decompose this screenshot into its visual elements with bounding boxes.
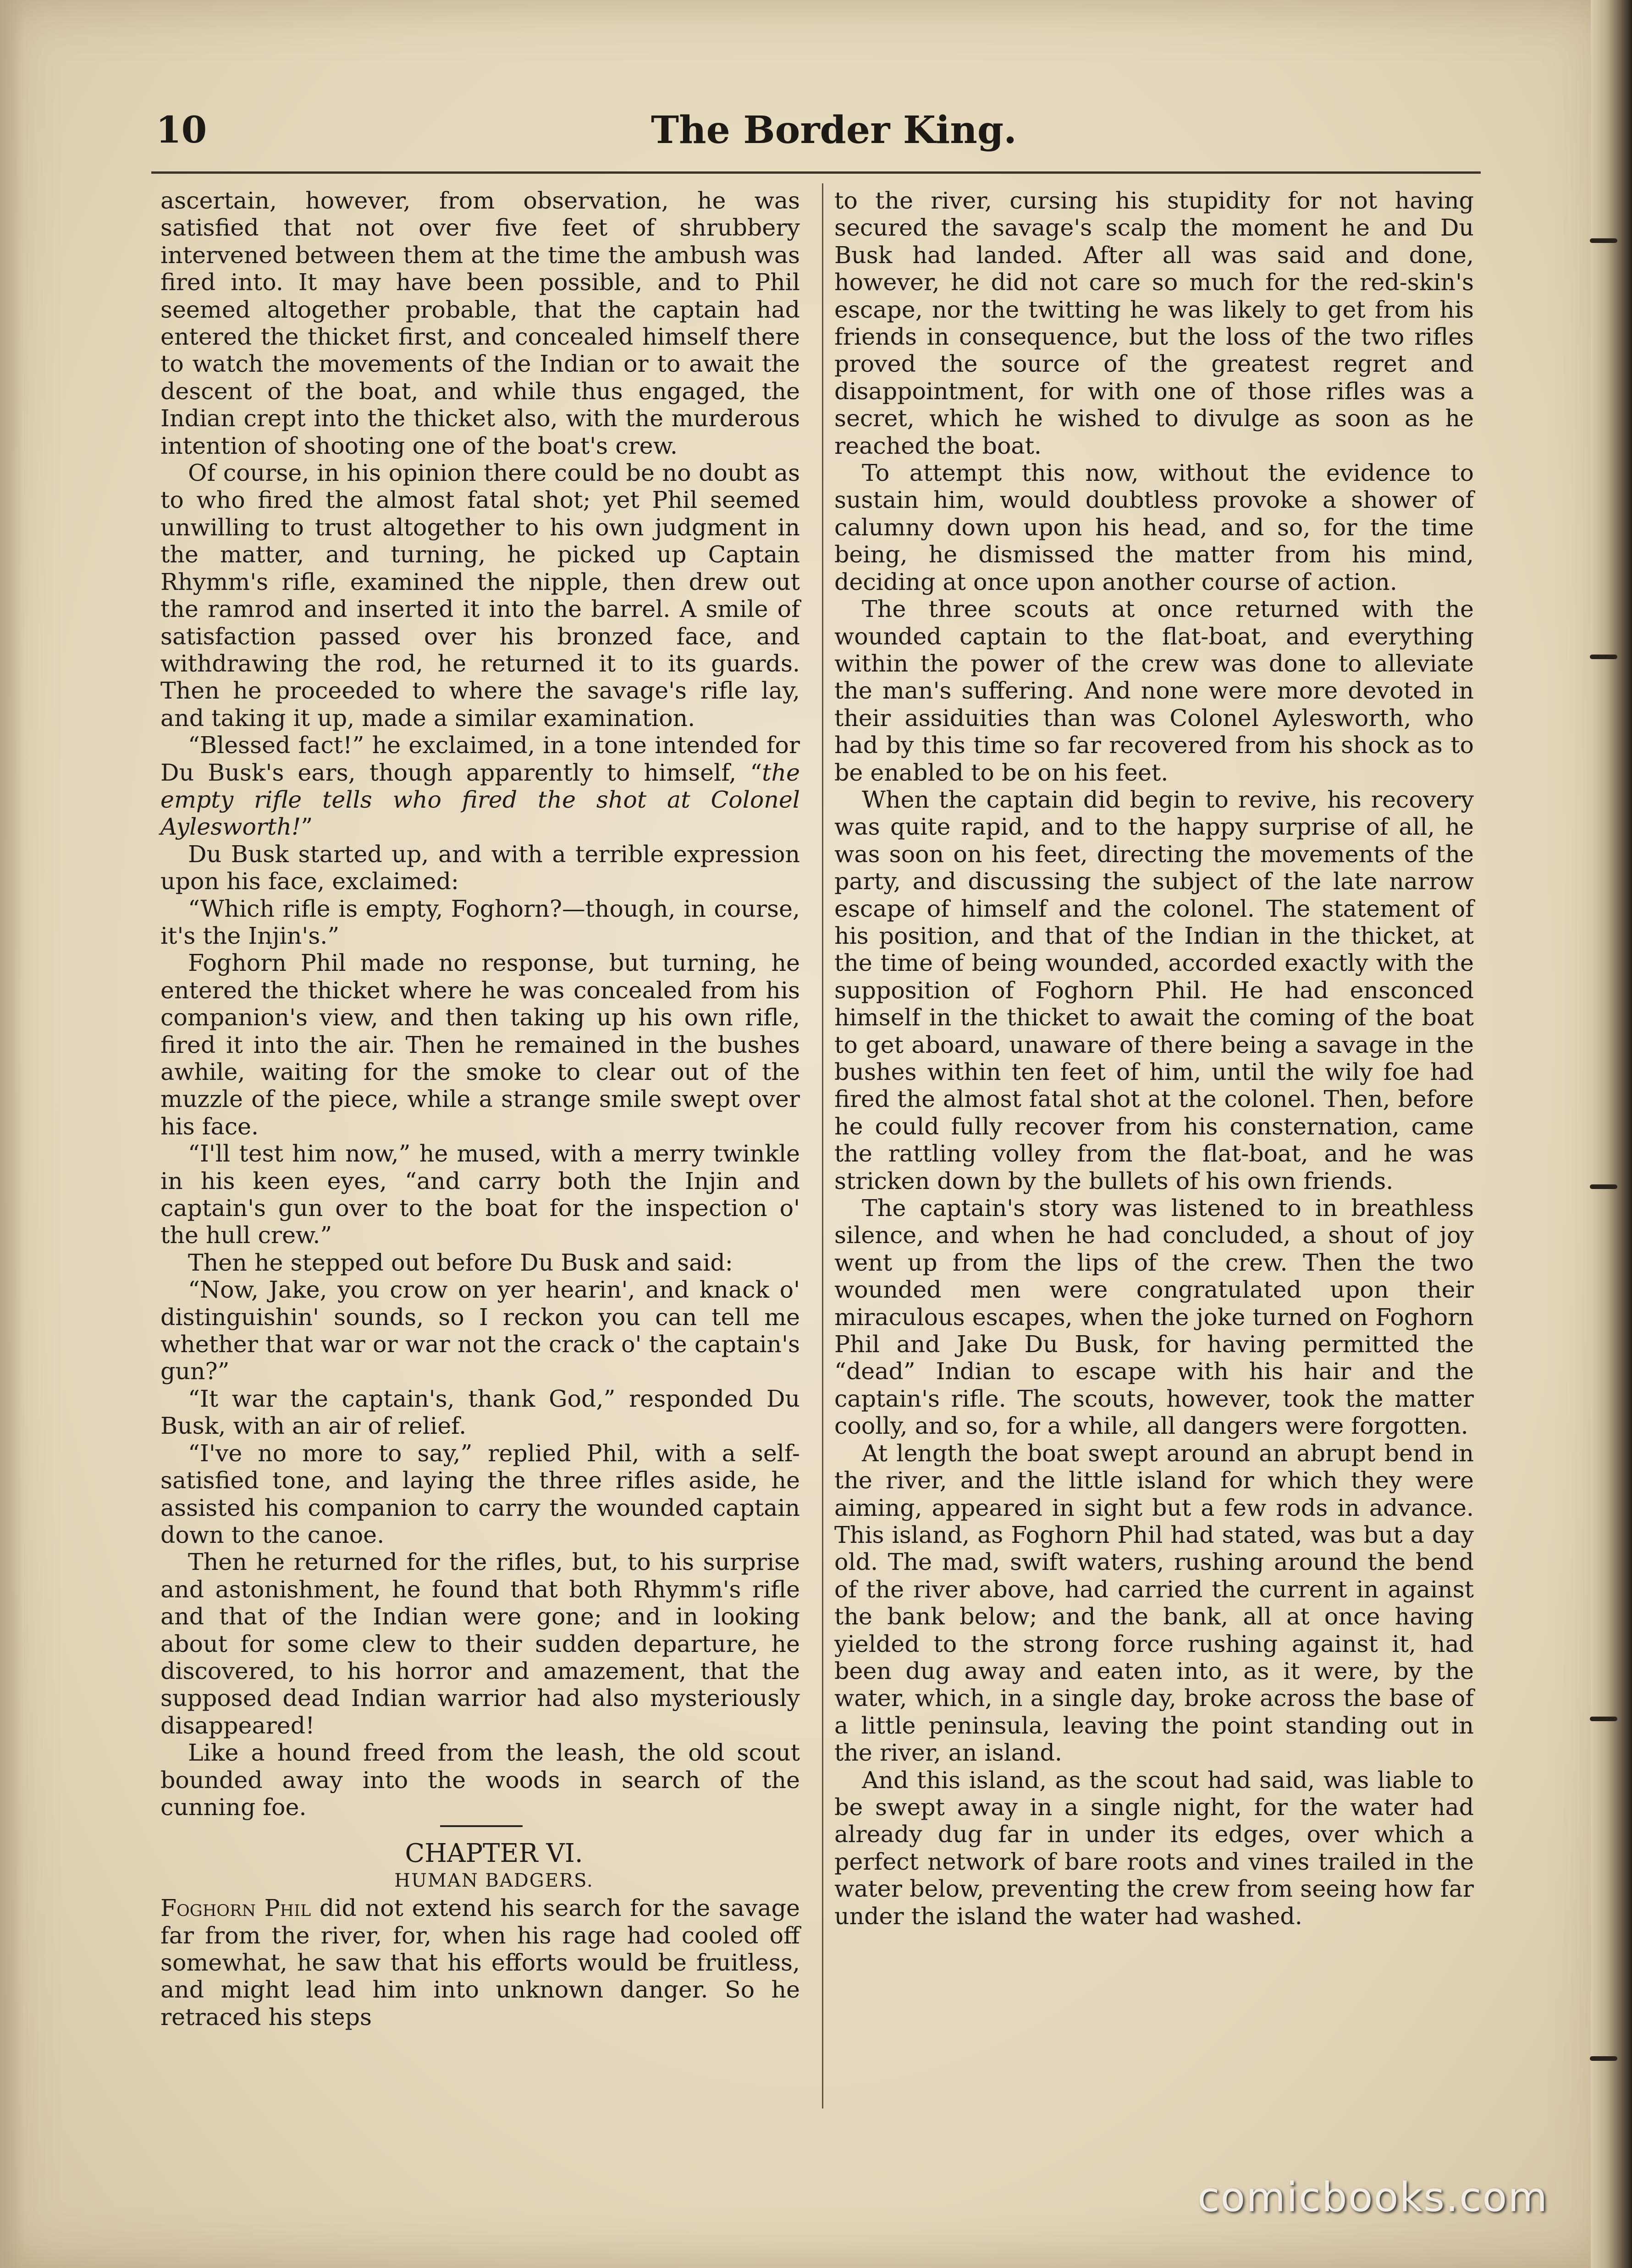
paragraph: “It war the captain's, thank God,” responded Du Busk, with an air of relief. [160,1385,800,1440]
page-gutter-shadow [0,0,23,2268]
running-title: The Border King. [651,108,1017,152]
paragraph: When the captain did begin to revive, his recovery was quite rapid, and to the happy surprise of all, he was soon on his feet, directing the movements of the party, and discussing the subject of the late narrow escape of himself and the colonel. The statement of his position, and that of the Indian in the thicket, at the time of being wounded, accorded exactly with the supposition of Foghorn Phil. He had ensconced himself in the thicket to await the coming of the boat to get aboard, unaware of there being a savage in the bushes within ten feet of him, until the wily foe had fired the almost fatal shot at the colonel. Then, before he could fully recover from his consternation, came the rattling volley from the flat-boat, and he was stricken down by the bullets of his own friends. [834,786,1474,1195]
page-header [156,108,1476,163]
paragraph: The captain's story was listened to in breathless silence, and when he had concluded, a shout of joy went up from the lips of the crew. Then the two wounded men were congratulated upon their miraculous escapes, when the joke turned on Foghorn Phil and Jake Du Busk, for having permitted the “dead” Indian to escape with his hair and the captain's rifle. The scouts, however, took the matter coolly, and so, for a while, all dangers were forgotten. [834,1195,1474,1440]
paragraph: “Which rifle is empty, Foghorn?—though, in course, it's the Injin's.” [160,895,800,949]
italic-quote: the empty rifle tells who fired the shot at Colonel Aylesworth! [160,759,800,841]
binding-mark-2 [1590,655,1617,659]
paragraph: And this island, as the scout had said, was liable to be swept away in a single night, for the water had already dug far in under its edges, over which a perfect network of bare roots and vines trailed in the water below, preventing the crew from seeing how far under the island the water had washed. [834,1766,1474,1930]
paragraph: Foghorn Phil made no response, but turning, he entered the thicket where he was concealed from his companion's view, and then taking up his own rifle, fired it into the air. Then he remained in the bushes awhile, waiting for the smoke to clear out of the muzzle of the piece, while a strange smile swept over his face. [160,949,800,1140]
paragraph: Then he stepped out before Du Busk and said: [188,1249,733,1276]
paragraph: To attempt this now, without the evidence to sustain him, would doubtless provoke a shower of calumny down upon his head, and so, for the time being, he dismissed the matter from his mind, deciding at once upon another course of action. [834,459,1474,595]
watermark: comicbooks.com [1197,2174,1549,2221]
paragraph: ascertain, however, from observation, he was satisfied that not over five feet of shrubbery intervened between them at the time the ambush was fired into. It may have been possible, and to Phil seemed altogether probable, that the captain had entered the thicket first, and concealed himself there to watch the movements of the Indian or to await the descent of the boat, and while thus engaged, the Indian crept into the thicket also, with the murderous intention of shooting one of the boat's crew. [160,187,800,459]
binding-mark-3 [1590,1184,1617,1189]
chapter-subtitle: HUMAN BADGERS. [394,1870,594,1891]
column-rule [822,183,823,2108]
quote-text: ” [301,813,313,841]
chapter-title: CHAPTER VI. [405,1839,583,1869]
paragraph: At length the boat swept around an abrupt bend in the river, and the little island for which they were aiming, appeared in sight but a few rods in advance. This island, as Foghorn Phil had stated, was but a day old. The mad, swift waters, rushing around the bend of the river above, had carried the current in against the bank below; and the bank, all at once having yielded to the strong force rushing against it, had been dug away and eaten into, as it were, by the water, which, in a single day, broke across the base of a little peninsula, leaving the point standing out in the river, an island. [834,1439,1474,1767]
section-divider [440,1825,523,1827]
header-rule [151,171,1481,174]
page-edge [1591,0,1632,2268]
binding-mark-1 [1590,238,1617,243]
binding-mark-4 [1590,1717,1617,1721]
paragraph: Of course, in his opinion there could be no doubt as to who fired the almost fatal shot; yet Phil seemed unwilling to trust altogether to his own judgment in the matter, and turning, he picked up Captain Rhymm's rifle, examined the nipple, then drew out the ramrod and inserted it into the barrel. A smile of satisfaction passed over his bronzed face, and withdrawing the rod, he returned it to its guards. Then he proceeded to where the savage's rifle lay, and taking it up, made a similar examination. [160,459,800,732]
paragraph: to the river, cursing his stupidity for not having secured the savage's scalp the moment he and Du Busk had landed. After all was said and done, however, he did not care so much for the red-skin's escape, nor the twitting he was likely to get from his friends in consequence, but the loss of the two rifles proved the source of the greatest regret and disappointment, for with one of those rifles was a secret, which he wished to divulge as soon as he reached the boat. [834,187,1474,459]
paragraph: Then he returned for the rifles, but, to his surprise and astonishment, he found that both Rhymm's rifle and that of the Indian were gone; and in looking about for some clew to their sudden departure, he discovered, to his horror and amazement, that the supposed dead Indian warrior had also mysteriously disappeared! [160,1548,800,1739]
lead-rest: did not extend his search for the savage far from the river, for, when his rage had cooled off somewhat, he saw that his efforts would be fruitless, and might lead him into unknown danger. So he retraced his steps [160,1894,800,2031]
binding-mark-5 [1590,2056,1617,2061]
paragraph: Like a hound freed from the leash, the old scout bounded away into the woods in search of the cunning foe. [160,1739,800,1821]
chapter-opening-paragraph [160,1894,800,2031]
paragraph: The three scouts at once returned with the wounded captain to the flat-boat, and everything within the power of the crew was done to alleviate the man's suffering. And none were more devoted in their assiduities than was Colonel Aylesworth, who had by this time so far recovered from his shock as to be enabled to be on his feet. [834,595,1474,786]
paragraph-blessed-fact [160,732,800,841]
left-column [160,187,800,2031]
paragraph: “Now, Jake, you crow on yer hearin', and knack o' distinguishin' sounds, so I reckon you can tell me whether that war or war not the crack o' the captain's gun?” [160,1276,800,1385]
page-number: 10 [156,108,207,151]
paragraph: “I'll test him now,” he mused, with a merry twinkle in his keen eyes, “and carry both the Injin and captain's gun over to the boat for the inspection o' the hull crew.” [160,1140,800,1249]
lead-small-caps: Foghorn Phil [160,1894,311,1922]
paragraph: “I've no more to say,” replied Phil, with a self-satisfied tone, and laying the three rifles aside, he assisted his companion to carry the wounded captain down to the canoe. [160,1439,800,1548]
paragraph: Du Busk started up, and with a terrible expression upon his face, exclaimed: [160,840,800,895]
right-column [834,187,1474,1930]
quote-text: “Blessed fact!” he exclaimed, in a tone intended for Du Busk's ears, though apparently to himself, “ [160,732,800,786]
